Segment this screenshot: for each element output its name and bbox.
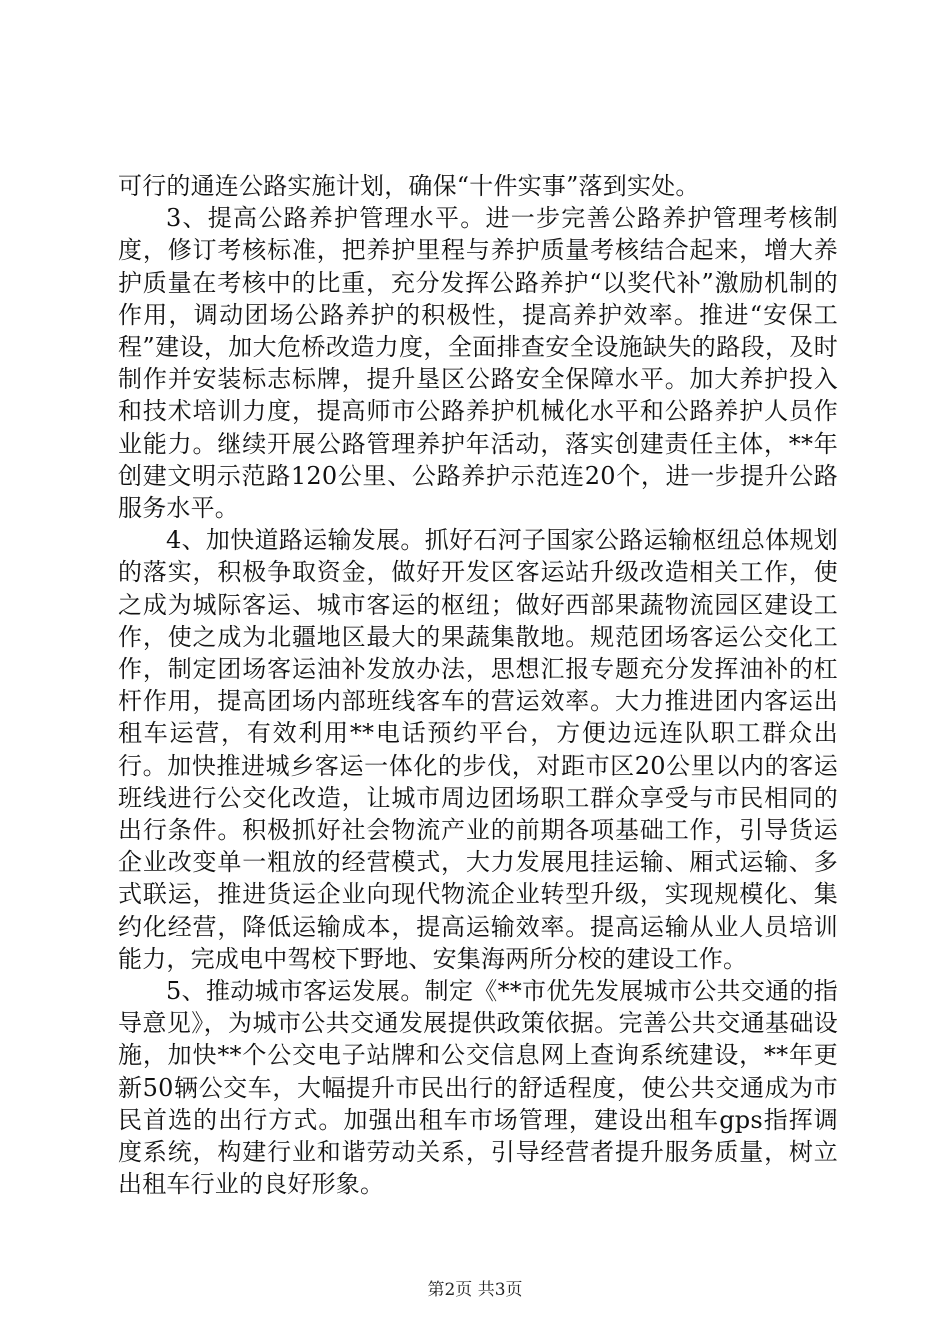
paragraph-3: 4、加快道路运输发展。抓好石河子国家公路运输枢纽总体规划的落实，积极争取资金，做好开发区客运站升级改造相关工作，使之成为城际客运、城市客运的枢纽；做好西部果蔬物流园区建设工作，使之成为北疆地区最大的果蔬集散地。规范团场客运公交化工作，制定团场客运油补发放办法，思想汇报专题充分发挥油补的杠杆作用，提高团场内部班线客车的营运效率。大力推进团内客运出租车运营，有效利用**电话预约平台，方便边远连队职工群众出行。加快推进城乡客运一体化的步伐，对距市区20公里以内的客运班线进行公交化改造，让城市周边团场职工群众享受与市民相同的出行条件。积极抓好社会物流产业的前期各项基础工作，引导货运企业改变单一粗放的经营模式，大力发展甩挂运输、厢式运输、多式联运，推进货运企业向现代物流企业转型升级，实现规模化、集约化经营，降低运输成本，提高运输效率。提高运输从业人员培训能力，完成电中驾校下野地、安集海两所分校的建设工作。 [118, 526, 838, 973]
paragraph-2: 3、提高公路养护管理水平。进一步完善公路养护管理考核制度，修订考核标准，把养护里程与养护质量考核结合起来，增大养护质量在考核中的比重，充分发挥公路养护“以奖代补”激励机制的作用，调动团场公路养护的积极性，提高养护效率。推进“安保工程”建设，加大危桥改造力度，全面排查安全设施缺失的路段，及时制作并安装标志标牌，提升垦区公路安全保障水平。加大养护投入和技术培训力度，提高师市公路养护机械化水平和公路养护人员作业能力。继续开展公路管理养护年活动，落实创建责任主体，**年创建文明示范路120公里、公路养护示范连20个，进一步提升公路服务水平。 [118, 204, 838, 523]
paragraph-4: 5、推动城市客运发展。制定《**市优先发展城市公共交通的指导意见》，为城市公共交通发展提供政策依据。完善公共交通基础设施，加快**个公交电子站牌和公交信息网上查询系统建设，**年更新50辆公交车，大幅提升市民出行的舒适程度，使公共交通成为市民首选的出行方式。加强出租车市场管理，建设出租车gps指挥调度系统，构建行业和谐劳动关系，引导经营者提升服务质量，树立出租车行业的良好形象。 [118, 977, 838, 1199]
document-body [118, 170, 838, 1201]
page-footer: 第2页 共3页 [427, 1280, 523, 1300]
paragraph-1: 可行的通连公路实施计划，确保“十件实事”落到实处。 [118, 172, 700, 200]
